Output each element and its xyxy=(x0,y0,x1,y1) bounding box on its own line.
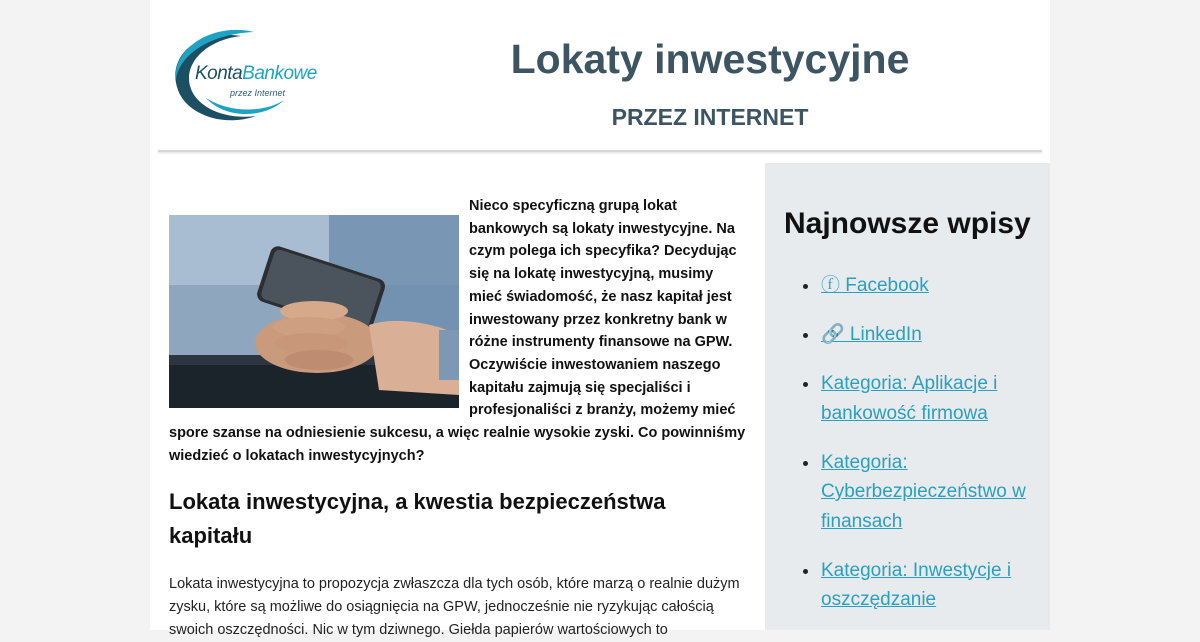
page xyxy=(150,0,1050,639)
category-link-cybersecurity[interactable]: Kategoria: Cyberbezpieczeństwo w finansach xyxy=(821,451,1026,532)
category-link-investments[interactable]: Kategoria: Inwestycje i oszczędzanie xyxy=(821,559,1012,610)
site-header xyxy=(150,0,1050,150)
facebook-link[interactable]: ⓕ Facebook xyxy=(821,275,929,296)
list-item xyxy=(821,320,1031,350)
site-logo[interactable] xyxy=(166,28,336,128)
logo-wordmark xyxy=(195,63,317,85)
linkedin-link[interactable]: 🔗 LinkedIn xyxy=(821,324,922,345)
recent-posts-list xyxy=(821,271,1031,634)
article-photo-illustration xyxy=(169,215,459,408)
list-item xyxy=(821,369,1031,428)
hand-holding-smartphone-photo xyxy=(169,215,459,408)
article-content xyxy=(169,195,747,642)
sidebar xyxy=(765,163,1050,630)
sidebar-title: Najnowsze wpisy xyxy=(784,207,1031,240)
logo-subtitle: przez Internet xyxy=(230,88,286,98)
header-divider xyxy=(158,150,1042,152)
page-title: Lokaty inwestycyjne xyxy=(510,36,910,82)
article-intro: Nieco specyficzną grupą lokat bankowych są lokaty inwestycyjne. Na czym polega ich specyfika? Decydując się na lokatę inwestycyjną, musimy mieć świadomość, że nasz kapitał jest inwestowany przez konkretny bank w różne instrumenty finansowe na GPW. Oczywiście inwestowaniem naszego kapitału zajmują się specjaliści i profesjonaliści z branży, możemy mieć spore szanse na odniesienie sukcesu, a więc realnie wysokie zyski. Co powinniśmy wiedzieć o lokatach inwestycyjnych? xyxy=(169,198,746,464)
list-item xyxy=(821,271,1031,301)
logo-name-part1: Konta xyxy=(195,63,243,84)
list-item xyxy=(821,448,1031,537)
category-link-business-banking[interactable]: Kategoria: Aplikacje i bankowość firmowa xyxy=(821,373,998,424)
page-tagline: PRZEZ INTERNET xyxy=(611,104,809,130)
article-subheading: Lokata inwestycyjna, a kwestia bezpieczeństwa kapitału xyxy=(169,489,666,549)
logo-name-part2: Bankowe xyxy=(242,63,317,84)
article-body: Lokata inwestycyjna to propozycja zwłaszcza dla tych osób, które marzą o realnie dużym zysku, które są możliwe do osiągnięcia na GPW, jednocześnie nie ryzykując całością swoich oszczędności. Nic w tym dziwnego. Giełda papierów wartościowych to xyxy=(169,576,740,639)
list-item xyxy=(821,556,1031,615)
